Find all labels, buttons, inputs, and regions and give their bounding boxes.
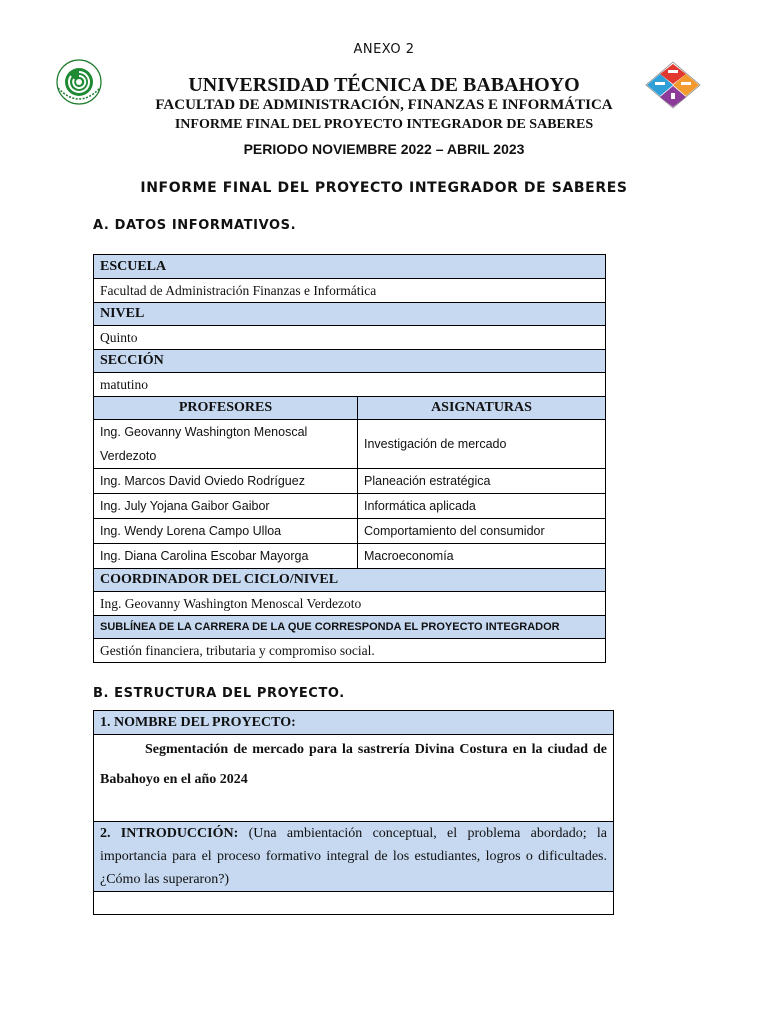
asignatura-cell: Comportamiento del consumidor	[358, 519, 606, 544]
project-name-value: Segmentación de mercado para la sastrería Divina Costura en la ciudad de Babahoyo en el año 2024	[94, 735, 614, 822]
faculty-logo	[644, 60, 702, 110]
asignatura-cell: Macroeconomía	[358, 544, 606, 569]
introduction-cell	[94, 822, 614, 892]
profesor-cell: Ing. Wendy Lorena Campo Ulloa	[94, 519, 358, 544]
escuela-value: Facultad de Administración Finanzas e Informática	[94, 279, 606, 303]
project-name-label: 1. NOMBRE DEL PROYECTO:	[94, 711, 614, 735]
university-name: UNIVERSIDAD TÉCNICA DE BABAHOYO	[188, 74, 580, 96]
project-structure-table	[93, 710, 614, 915]
nivel-label: NIVEL	[94, 303, 606, 326]
report-heading: INFORME FINAL DEL PROYECTO INTEGRADOR DE SABERES	[174, 117, 594, 132]
coordinador-label: COORDINADOR DEL CICLO/NIVEL	[94, 569, 606, 592]
seccion-label: SECCIÓN	[94, 350, 606, 373]
introduction-content[interactable]	[94, 892, 614, 915]
asignatura-cell: Informática aplicada	[358, 494, 606, 519]
table-row	[94, 469, 606, 494]
introduction-label: 2. INTRODUCCIÓN:	[100, 826, 239, 841]
section-b-heading: B. ESTRUCTURA DEL PROYECTO.	[93, 686, 345, 701]
nivel-value: Quinto	[94, 326, 606, 350]
table-row	[94, 519, 606, 544]
profesores-header: PROFESORES	[94, 397, 358, 420]
faculty-name: FACULTAD DE ADMINISTRACIÓN, FINANZAS E INFORMÁTICA	[155, 97, 613, 113]
document-title: INFORME FINAL DEL PROYECTO INTEGRADOR DE SABERES	[140, 180, 628, 196]
annex-label: ANEXO 2	[353, 42, 415, 57]
profesor-cell: Ing. July Yojana Gaibor Gaibor	[94, 494, 358, 519]
asignatura-cell: Investigación de mercado	[358, 420, 606, 469]
section-a-heading: A. DATOS INFORMATIVOS.	[93, 218, 297, 233]
period-label: PERIODO NOVIEMBRE 2022 – ABRIL 2023	[243, 141, 525, 157]
introduction-text: (Una ambientación conceptual, el problema abordado; la importancia para el proceso formativo integral de los estudiantes, logros o dificultades. ¿Cómo las superaron?)	[100, 826, 608, 887]
escuela-label: ESCUELA	[94, 255, 606, 279]
profesor-cell: Ing. Geovanny Washington Menoscal Verdezoto	[94, 420, 358, 469]
asignatura-cell: Planeación estratégica	[358, 469, 606, 494]
table-row	[94, 420, 606, 469]
sublinea-value: Gestión financiera, tributaria y compromiso social.	[94, 639, 606, 663]
asignaturas-header: ASIGNATURAS	[358, 397, 606, 420]
profesor-cell: Ing. Diana Carolina Escobar Mayorga	[94, 544, 358, 569]
profesor-cell: Ing. Marcos David Oviedo Rodríguez	[94, 469, 358, 494]
sublinea-label: SUBLÍNEA DE LA CARRERA DE LA QUE CORRESPONDA EL PROYECTO INTEGRADOR	[94, 616, 606, 639]
coordinador-value: Ing. Geovanny Washington Menoscal Verdezoto	[94, 592, 606, 616]
seccion-value: matutino	[94, 373, 606, 397]
table-row	[94, 494, 606, 519]
informative-data-table	[93, 254, 606, 663]
table-row	[94, 544, 606, 569]
